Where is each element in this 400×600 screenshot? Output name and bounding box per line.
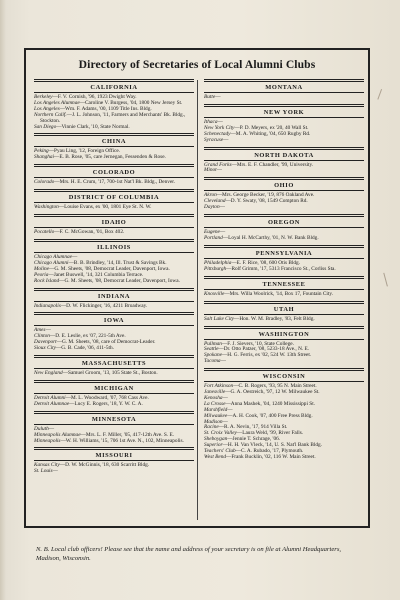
state-heading-new-york — [204, 104, 364, 118]
club-name: Moline — [34, 265, 50, 272]
club-entry — [204, 455, 364, 461]
state-name: TENNESSEE — [262, 280, 306, 288]
state-heading-california — [34, 79, 194, 93]
state-name: NORTH DAKOTA — [254, 151, 314, 159]
secretary-details: —D. Y. Swaty, '08, 1549 Compton Rd. — [225, 198, 308, 205]
secretary-details: —Hon. W. M. Bradley, '83, Felt Bldg. — [234, 315, 315, 322]
column-divider — [197, 80, 198, 520]
club-list — [204, 161, 364, 178]
state-name: NEW YORK — [263, 108, 305, 116]
secretary-details: —G. M. Sheets, '08, Democrat Leader, Davenport, Iowa. — [59, 277, 180, 284]
state-name: ILLINOIS — [97, 243, 131, 251]
club-name: San Diego — [34, 123, 57, 130]
secretary-details: —Mrs. H. E. Crum, '17, 700-1st Nat'l Bk. Bldg., Denver. — [54, 179, 176, 186]
club-list — [204, 382, 364, 464]
club-name: Los Angeles — [34, 105, 60, 112]
secretary-details: —P. D. Meyers, ex '20, 40 Wall St. — [234, 124, 309, 131]
club-name: Northern Calif. — [34, 111, 67, 118]
club-name: Marshfield — [204, 406, 228, 413]
page-blemish — [383, 271, 392, 286]
club-list — [34, 203, 194, 214]
club-entry — [204, 205, 364, 211]
secretary-details: — — [220, 358, 226, 365]
club-name: Teachers' Club — [204, 448, 236, 455]
club-name: St. Louis — [34, 468, 53, 475]
state-name: MICHIGAN — [94, 384, 134, 392]
state-heading-china — [34, 133, 194, 147]
secretary-details: — — [219, 204, 225, 211]
state-name: OHIO — [274, 182, 294, 190]
club-name: Los Angeles Alumnae — [34, 99, 80, 106]
club-list — [204, 290, 364, 301]
club-name: Peoria — [34, 271, 49, 278]
club-name: New England — [34, 370, 63, 377]
club-entry — [34, 402, 194, 408]
club-name: Sioux City — [34, 345, 56, 352]
state-name: IDAHO — [101, 219, 127, 227]
state-heading-district-of-columbia — [34, 189, 194, 203]
secretary-details: — — [52, 468, 58, 475]
secretary-details: —A. H. Cook, '07, 400 Free Press Bldg. — [227, 412, 313, 419]
club-name: Superior — [204, 442, 223, 449]
club-name: Milwaukee — [204, 412, 228, 419]
club-name: Spokane — [204, 352, 222, 359]
club-name: Minneapolis Alumnae — [34, 431, 81, 438]
state-name: COLORADO — [92, 169, 136, 177]
state-name: IOWA — [103, 317, 125, 325]
secretary-details: —Mrs. George Becker, '19, 876 Oakland Ave. — [216, 192, 315, 199]
secretary-details: —Dr. Otto Patzer, '08, 5233-18 Ave., N. E. — [218, 346, 310, 353]
club-name: Cleveland — [204, 198, 226, 205]
club-name: Colorado — [34, 179, 55, 186]
club-name: Davenport — [34, 339, 57, 346]
state-name: CHINA — [101, 138, 127, 146]
secretary-details: —G. A. Oestreich, '97, 12 W. Milwaukee St. — [225, 389, 320, 396]
club-entry — [34, 180, 194, 186]
page-blemish — [377, 89, 388, 102]
secretary-details: —F. V. Cornish, '96, 1923 Dwight Way. — [52, 94, 137, 100]
secretary-details: —J. L. Johnson, '11, Farmers and Merchants' Bk. Bldg., Stockton. — [40, 111, 186, 124]
club-list — [34, 253, 194, 288]
secretary-details: —G. M. Sheets, '08, Democrat Leader, Davenport, Iowa. — [49, 265, 170, 272]
club-name: Minot — [204, 167, 217, 174]
state-name: MONTANA — [265, 84, 303, 91]
club-name: Indianapolis — [34, 302, 61, 309]
state-heading-pennsylvania — [204, 245, 364, 259]
secretary-details: — — [222, 394, 228, 401]
secretary-details: —E. B. Rose, '05, care Jernegan, Fessenden & Rose. — [54, 154, 166, 161]
club-name: Kansas City — [34, 462, 60, 469]
secretary-details: —M. L. Woodward, '07, 768 Cass Ave. — [65, 394, 149, 401]
state-heading-tennessee — [204, 276, 364, 290]
state-heading-illinois — [34, 239, 194, 253]
club-name: Racine — [204, 424, 219, 431]
club-entry — [34, 371, 194, 377]
state-heading-ohio — [204, 177, 364, 191]
secretary-details: — — [219, 229, 226, 236]
club-name: Salt Lake City — [204, 315, 235, 322]
state-heading-iowa — [34, 312, 194, 326]
state-heading-minnesota — [34, 411, 194, 425]
club-list — [34, 369, 194, 380]
club-name: Akron — [204, 192, 217, 199]
club-list — [204, 228, 364, 245]
secretary-details: — — [48, 425, 55, 432]
club-entry — [34, 346, 194, 352]
club-name: Sheboygan — [204, 436, 228, 443]
club-entry — [204, 292, 364, 298]
club-list — [34, 326, 194, 355]
state-heading-montana — [204, 79, 364, 93]
club-entry — [34, 230, 194, 236]
club-list — [204, 315, 364, 326]
club-name: Philadelphia — [204, 259, 232, 266]
state-heading-oregon — [204, 214, 364, 228]
secretary-details: —Anna Mashek, '04, 1240 Mississippi St. — [225, 400, 315, 407]
club-name: Minneapolis — [34, 437, 61, 444]
club-list — [204, 191, 364, 214]
club-list — [34, 461, 194, 478]
secretary-details: —Frank Bucklin, '02, 116 W. Main Street. — [226, 454, 316, 460]
club-entry — [34, 205, 194, 211]
secretary-details: —M. A. Whiting, '04, 650 Rugby Rd. — [230, 130, 311, 137]
club-list — [204, 259, 364, 276]
club-list — [204, 118, 364, 147]
state-name: MINNESOTA — [91, 415, 137, 423]
secretary-details: — — [215, 94, 221, 100]
club-entry — [34, 125, 194, 131]
secretary-details: —Jennie T. Schrage, '06. — [227, 436, 281, 443]
club-name: Dayton — [204, 204, 220, 211]
secretary-details: —B. B. Brindley, '14, Ill. Trust & Savings Bk. — [68, 259, 167, 266]
state-heading-missouri — [34, 447, 194, 461]
footnote: N. B. Local club officers! Please see that the name and address of your secretary is on file at Alumni Headquarters, Madison, Wisconsin. — [36, 546, 342, 562]
secretary-details: —Mrs. E. F. Chandler, '99, University. — [231, 161, 314, 168]
state-heading-north-dakota — [204, 147, 364, 161]
club-entry — [204, 236, 364, 242]
club-entry — [34, 155, 194, 161]
club-name: Knoxville — [204, 290, 225, 297]
state-heading-colorado — [34, 164, 194, 178]
secretary-details: —F. J. Sievers, '10, State College. — [221, 340, 294, 347]
state-name: MASSACHUSETTS — [81, 360, 147, 368]
state-heading-michigan — [34, 380, 194, 394]
secretary-details: —E. F. Rice, '08, 600 Otis Bldg. — [231, 259, 301, 266]
club-name: Clinton — [34, 333, 50, 340]
secretary-details: —H. G. Ferris, ex '02, 524 W. 13th Street. — [221, 352, 312, 359]
state-name: CALIFORNIA — [90, 84, 138, 91]
club-list — [204, 340, 364, 369]
club-name: Madison — [204, 418, 223, 425]
club-entry — [34, 279, 194, 285]
club-list — [34, 178, 194, 189]
right-column — [204, 79, 364, 464]
secretary-details: — — [216, 167, 222, 174]
club-name: Tacoma — [204, 358, 221, 365]
state-heading-utah — [204, 301, 364, 315]
club-name: Pullman — [204, 340, 222, 347]
club-name: Syracuse — [204, 136, 224, 143]
club-entry — [204, 138, 364, 144]
club-name: Peking — [34, 148, 49, 155]
state-heading-massachusetts — [34, 355, 194, 369]
club-name: Rock Island — [34, 277, 60, 284]
state-heading-washington — [204, 326, 364, 340]
club-name: Ithaca — [204, 118, 218, 125]
secretary-details: —Mrs. L. F. Miller, '05, 417-12th Ave. S. E. — [80, 431, 175, 438]
club-name: Eugene — [204, 229, 220, 236]
secretary-details: —Louise Evans, ex '00, 1801 Eye St. N. W. — [58, 204, 152, 211]
secretary-details: — — [72, 253, 78, 260]
secretary-details: —F. C. McGowan, '01, Box 402. — [54, 229, 125, 236]
secretary-details: — — [223, 136, 229, 143]
state-name: INDIANA — [97, 292, 131, 300]
secretary-details: —Mrs. Willa Woolrick, '14, Box 17, Fountain City. — [224, 290, 333, 297]
club-name: Pittsburgh — [204, 265, 227, 272]
club-name: Kenosha — [204, 394, 223, 401]
secretary-details: —Vinnie Clark, '10, State Normal. — [56, 123, 130, 130]
club-name: Detroit Alumnae — [34, 400, 70, 407]
club-entry — [204, 95, 364, 101]
state-heading-indiana — [34, 288, 194, 302]
secretary-details: —W. H. Williams, '15, 706 1st Ave. N., 102, Minneapolis. — [60, 437, 184, 444]
club-entry — [204, 317, 364, 323]
state-heading-wisconsin — [204, 368, 364, 382]
club-list — [34, 425, 194, 448]
club-name: Janesville — [204, 389, 226, 396]
state-name: MISSOURI — [95, 452, 133, 460]
secretary-details: —Loyal H. McCarthy, '01, N. W. Bank Bldg. — [222, 234, 319, 241]
secretary-details: —Wm. F. Adams, '00, 1109 Title Ins. Bldg. — [59, 105, 152, 112]
club-list — [204, 93, 364, 104]
secretary-details: — — [227, 406, 233, 413]
club-entry — [34, 469, 194, 475]
secretary-details: —Samuel Groom, '13, 105 State St., Boston. — [62, 370, 158, 377]
club-name: New York City — [204, 124, 235, 131]
state-heading-idaho — [34, 214, 194, 228]
secretary-details: —Janet Buswell, '14, 321 Columbia Terrace. — [48, 271, 144, 278]
state-name: WISCONSIN — [262, 373, 306, 381]
club-name: Shanghai — [34, 154, 55, 161]
club-name: Ames — [34, 327, 46, 334]
club-name: Fort Atkinson — [204, 383, 234, 390]
secretary-details: —D. W. McGinnis, '18, 630 Scarritt Bldg. — [59, 462, 150, 469]
club-entry — [204, 168, 364, 174]
secretary-details: —C. A. Rubado, '17, Plymouth. — [235, 448, 304, 455]
club-list — [34, 302, 194, 313]
secretary-details: —C. B. Rogers, '93, 95 N. Main Street. — [233, 383, 317, 390]
club-name: Duluth — [34, 425, 49, 432]
club-name: Washington — [34, 204, 59, 211]
club-name: Chicago Alumni — [34, 259, 69, 266]
club-name: Pocatello — [34, 229, 55, 236]
secretary-details: — — [217, 118, 223, 125]
club-entry — [204, 359, 364, 365]
secretary-details: — — [222, 418, 228, 425]
club-name: Berkeley — [34, 94, 53, 100]
club-list — [34, 147, 194, 164]
left-column — [34, 79, 194, 478]
club-name: Grand Forks — [204, 161, 232, 168]
club-list — [34, 394, 194, 411]
state-name: OREGON — [267, 219, 300, 227]
club-name: Portland — [204, 234, 223, 241]
secretary-details: —D. W. Flickinger, '16, 4211 Broadway. — [60, 302, 148, 309]
state-name: DISTRICT OF COLUMBIA — [68, 194, 160, 202]
state-name: WASHINGTON — [258, 330, 310, 338]
secretary-details: —G. M. Sheets, '08, care of Democrat-Leader. — [56, 339, 156, 346]
club-name: La Crosse — [204, 400, 226, 407]
page-title: Directory of Secretaries of Local Alumni Clubs — [78, 58, 316, 71]
secretary-details: —G. B. Cade, '06, 411-5th. — [55, 345, 114, 352]
secretary-details: —D. E. Leslie, ex '07, 221-5th Ave. — [49, 333, 126, 340]
state-name: PENNSYLVANIA — [255, 249, 313, 257]
club-name: Seattle — [204, 346, 219, 353]
secretary-details: —Rolf Grimm, '17, 5313 Francisco St., Corliss Sta. — [226, 265, 336, 272]
club-entry — [34, 439, 194, 445]
secretary-details: —Pyau Ling, '12, Foreign Office. — [48, 148, 121, 155]
directory-frame — [24, 48, 370, 528]
club-list — [34, 93, 194, 133]
state-name: UTAH — [273, 305, 295, 313]
secretary-details: —Lucy E. Rogers, '18, Y. W. C. A. — [69, 400, 143, 407]
club-name: Butte — [204, 94, 216, 100]
club-list — [34, 228, 194, 239]
secretary-details: —Caroline V. Burgess, '04, 1800 New Jersey St. — [79, 99, 183, 106]
club-name: Detroit Alumni — [34, 394, 66, 401]
secretary-details: —H. H. Van Vleck, '14, U. S. Nat'l Bank Bldg. — [222, 442, 322, 449]
secretary-details: —R. A. Nevin, '17, 914 Villa St. — [218, 424, 288, 431]
club-name: St. Croix Valley — [204, 430, 237, 437]
club-entry — [34, 304, 194, 310]
club-name: West Bend — [204, 454, 227, 460]
club-name: Chicago Alumnae — [34, 253, 73, 260]
club-name: Schenectady — [204, 130, 231, 137]
secretary-details: —Laura Weld, '99, River Falls. — [236, 430, 304, 437]
secretary-details: — — [45, 327, 51, 334]
club-entry — [204, 267, 364, 273]
